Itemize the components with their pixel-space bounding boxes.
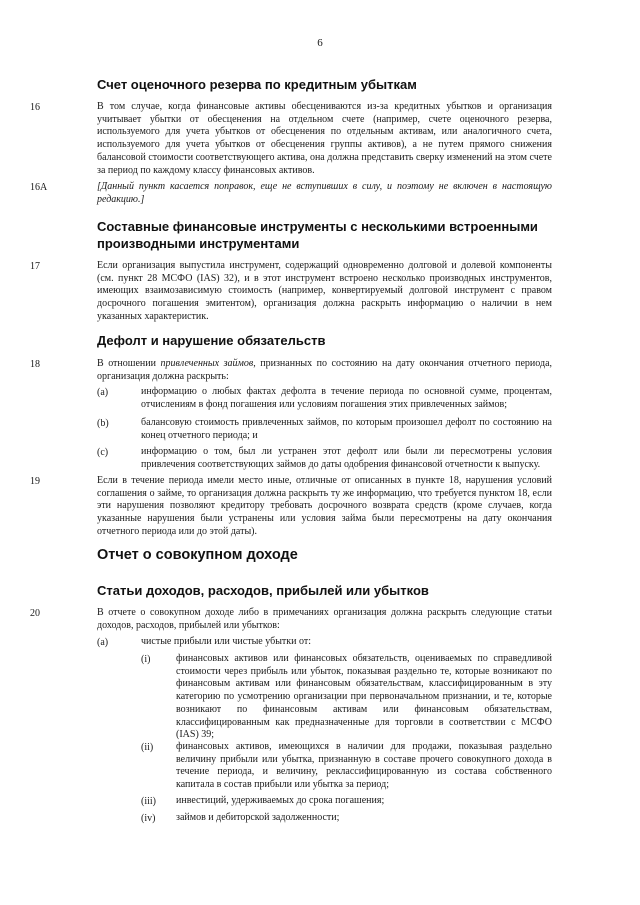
heading-defaults-and-breaches: Дефолт и нарушение обязательств (97, 333, 326, 348)
sublist-item-text: финансовых активов, имеющихся в наличии для продажи, показывая раздельно величину прибыли или убытка, признанную в составе прочего совокупного дохода в течение периода, и величину, реклассифицированную из состава собственного капитала в состав прибыли или убытка за период; (176, 741, 552, 791)
heading-statement-of-comprehensive-income: Отчет о совокупном доходе (97, 547, 298, 563)
paragraph-number-16a: 16А (30, 182, 48, 193)
page-number: 6 (317, 37, 323, 49)
paragraph-20-text: В отчете о совокупном доходе либо в примечаниях организация должна раскрыть следующие статьи доходов, расходов, прибылей или убытков: (97, 607, 552, 631)
paragraph-18-intro-end: , признанных по состоянию на дату окончания отчетного периода, организация должна раскрыть: (97, 358, 553, 382)
paragraph-17-text: Если организация выпустила инструмент, содержащий одновременно долговой и долевой компоненты (см. пункт 28 МСФО (IAS) 32), и в этот инструмент встроено несколько производных инструментов, имеющих взаимозависимую стоимость (например, конвертируемый долговой инструмент с правом досрочного погашения эмитентом), организация должна раскрыть информацию о наличии в нем указанных характеристик. (97, 260, 552, 322)
heading-compound-instruments-line2: производными инструментами (97, 236, 300, 251)
paragraph-16-text: В том случае, когда финансовые активы обесцениваются из-за кредитных убытков и организация учитывает убытки от обесценения на отдельном счете (например, счете оценочного резерва, используемого для учета убытков от обесценения по отдельным активам, или аналогичного счета, используемого для учета убытков от обесценения группы активов), а не путем прямого снижения балансовой стоимости соответствующего актива, она должна представить сверку изменений на этом счете за период по каждому классу финансовых активов. (97, 101, 552, 176)
paragraph-18-intro (97, 358, 552, 383)
list-item-text: информацию о любых фактах дефолта в течение периода по основной сумме, процентам, отчислениям в фонд погашения или условиям погашения этих привлеченных займов; (141, 386, 552, 410)
list-item-label-a: (a) (97, 637, 109, 648)
heading-compound-instruments-line1: Составные финансовые инструменты с несколькими встроенными (97, 219, 538, 234)
list-item-label: (a) (97, 387, 109, 398)
paragraph-18-intro-italic: привлеченных займов (160, 358, 254, 369)
paragraph-number-20: 20 (30, 608, 40, 619)
sublist-item-text: инвестиций, удерживаемых до срока погашения; (176, 795, 385, 806)
sublist-item-text: займов и дебиторской задолженности; (176, 812, 340, 823)
paragraph-19-text: Если в течение периода имели место иные, отличные от описанных в пункте 18, нарушения условий соглашения о займе, то организация должна раскрыть ту же информацию, что требуется пунктом 18, если эти нарушения позволяют кредитору требовать досрочного возврата средств (кроме случаев, когда указанные нарушения были устранены или условия займа были пересмотрены на дату окончания отчетного периода или до этой даты). (97, 475, 552, 537)
sublist-item-label: (iii) (141, 796, 156, 807)
list-item-label: (b) (97, 418, 109, 429)
paragraph-16a-text: [Данный пункт касается поправок, еще не вступивших в силу, и поэтому не включен в настоящую редакцию.] (97, 181, 552, 205)
list-item-a-text: чистые прибыли или чистые убытки от: (141, 636, 312, 647)
paragraph-number-17: 17 (30, 261, 40, 272)
list-item-text: балансовую стоимость привлеченных займов, по которым произошел дефолт по состоянию на конец отчетного периода; и (141, 417, 552, 441)
paragraph-number-19: 19 (30, 476, 40, 487)
list-item-text: информацию о том, был ли устранен этот дефолт или были ли пересмотрены условия привлечения соответствующих займов до даты одобрения финансовой отчетности к выпуску. (141, 446, 552, 470)
heading-credit-loss-allowance: Счет оценочного резерва по кредитным убыткам (97, 77, 417, 92)
sublist-item-text: финансовых активов или финансовых обязательств, оцениваемых по справедливой стоимости через прибыль или убыток, показывая раздельно те, которые возникают по финансовым активам или финансовым обязательствам, классифицированным в эту категорию по усмотрению организации при первоначальном признании, и те, которые возникают по финансовым активам или финансовым обязательствам, классифицированным как предназначенные для торговли в соответствии с МСФО (IAS) 39; (176, 653, 552, 741)
paragraph-number-16: 16 (30, 102, 40, 113)
subheading-items-of-income-expense: Статьи доходов, расходов, прибылей или убытков (97, 583, 429, 598)
paragraph-18-intro-start: В отношении (97, 358, 161, 369)
sublist-item-label: (ii) (141, 742, 154, 753)
sublist-item-label: (iv) (141, 813, 156, 824)
sublist-item-label: (i) (141, 654, 151, 665)
paragraph-number-18: 18 (30, 359, 40, 370)
list-item-label: (c) (97, 447, 109, 458)
